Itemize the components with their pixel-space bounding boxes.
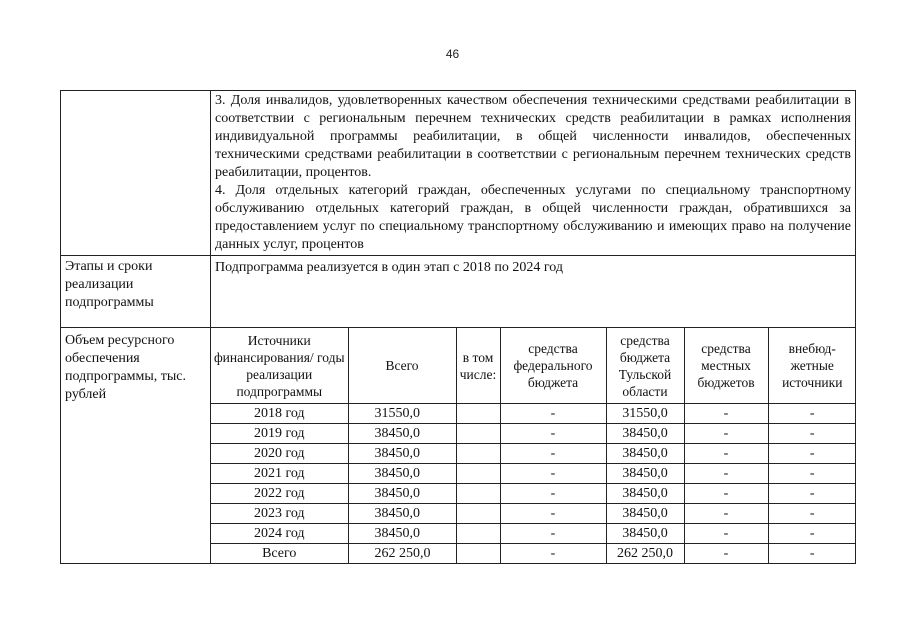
resources-row — [61, 328, 856, 564]
cell-local: - — [684, 444, 768, 464]
cell-total: 262 250,0 — [348, 544, 456, 564]
header-total: Всего — [348, 328, 456, 404]
header-offbudget: внебюд-жетные источники — [768, 328, 856, 404]
cell-federal: - — [500, 444, 606, 464]
cell-including — [456, 484, 500, 504]
cell-including — [456, 544, 500, 564]
cell-offbudget: - — [768, 524, 856, 544]
cell-offbudget: - — [768, 404, 856, 424]
cell-year: 2021 год — [211, 464, 348, 484]
cell-regional: 38450,0 — [606, 424, 684, 444]
cell-year: 2019 год — [211, 424, 348, 444]
cell-regional: 38450,0 — [606, 504, 684, 524]
cell-federal: - — [500, 504, 606, 524]
cell-total: 38450,0 — [348, 464, 456, 484]
indicators-text — [211, 91, 856, 256]
indicator-paragraph-4: 4. Доля отдельных категорий граждан, обеспеченных услугами по специальному транспортному обслуживанию отдельных категорий граждан, в общей численности граждан, обратившихся за предоставлением услуг по специальному транспортному обслуживанию и имеющих право на получение данных услуг, процентов — [215, 183, 851, 252]
cell-total: 38450,0 — [348, 484, 456, 504]
cell-local: - — [684, 484, 768, 504]
cell-regional: 38450,0 — [606, 464, 684, 484]
header-including: в том числе: — [456, 328, 500, 404]
finance-header-row — [211, 328, 856, 404]
cell-year: 2018 год — [211, 404, 348, 424]
cell-federal: - — [500, 544, 606, 564]
cell-including — [456, 504, 500, 524]
finance-row — [211, 424, 856, 444]
cell-regional: 38450,0 — [606, 484, 684, 504]
cell-total: 38450,0 — [348, 524, 456, 544]
finance-row — [211, 504, 856, 524]
finance-row — [211, 484, 856, 504]
cell-including — [456, 464, 500, 484]
cell-local: - — [684, 544, 768, 564]
header-local: средства местных бюджетов — [684, 328, 768, 404]
cell-local: - — [684, 464, 768, 484]
cell-total: 31550,0 — [348, 404, 456, 424]
stages-text: Подпрограмма реализуется в один этап с 2018 по 2024 год — [211, 256, 856, 328]
cell-total: 38450,0 — [348, 444, 456, 464]
finance-table — [211, 328, 856, 563]
cell-federal: - — [500, 404, 606, 424]
stages-row — [61, 256, 856, 328]
passport-table — [60, 90, 856, 564]
finance-row — [211, 524, 856, 544]
cell-year: 2022 год — [211, 484, 348, 504]
cell-including — [456, 444, 500, 464]
cell-federal: - — [500, 464, 606, 484]
cell-total: 38450,0 — [348, 424, 456, 444]
cell-local: - — [684, 524, 768, 544]
cell-offbudget: - — [768, 444, 856, 464]
indicator-paragraph-3: 3. Доля инвалидов, удовлетворенных качеством обеспечения техническими средствами реабилитации в соответствии с региональным перечнем технических средств реабилитации в рамках исполнения индивидуальной программы реабилитации, в общей численности инвалидов, обеспеченных техническими средствами реабилитации в соответствии с региональным перечнем технических средств реабилитации, процентов. — [215, 93, 851, 180]
indicators-label — [61, 91, 211, 256]
cell-including — [456, 424, 500, 444]
finance-total-row — [211, 544, 856, 564]
cell-offbudget: - — [768, 484, 856, 504]
cell-including — [456, 524, 500, 544]
cell-offbudget: - — [768, 504, 856, 524]
cell-year: 2024 год — [211, 524, 348, 544]
cell-federal: - — [500, 484, 606, 504]
cell-total: 38450,0 — [348, 504, 456, 524]
resources-content — [211, 328, 856, 564]
cell-year: 2020 год — [211, 444, 348, 464]
cell-regional: 262 250,0 — [606, 544, 684, 564]
cell-year: 2023 год — [211, 504, 348, 524]
cell-year: Всего — [211, 544, 348, 564]
cell-federal: - — [500, 524, 606, 544]
cell-federal: - — [500, 424, 606, 444]
cell-regional: 38450,0 — [606, 524, 684, 544]
indicators-row — [61, 91, 856, 256]
cell-offbudget: - — [768, 464, 856, 484]
finance-row — [211, 464, 856, 484]
cell-local: - — [684, 424, 768, 444]
header-regional: средства бюджета Тульской области — [606, 328, 684, 404]
cell-including — [456, 404, 500, 424]
cell-offbudget: - — [768, 424, 856, 444]
header-federal: средства федерального бюджета — [500, 328, 606, 404]
finance-row — [211, 404, 856, 424]
finance-row — [211, 444, 856, 464]
header-source: Источники финансирования/ годы реализации подпрограммы — [211, 328, 348, 404]
cell-offbudget: - — [768, 544, 856, 564]
cell-regional: 31550,0 — [606, 404, 684, 424]
page-number: 46 — [445, 47, 460, 61]
cell-regional: 38450,0 — [606, 444, 684, 464]
resources-label: Объем ресурсного обеспечения подпрограммы, тыс. рублей — [61, 328, 211, 564]
cell-local: - — [684, 504, 768, 524]
stages-label: Этапы и сроки реализации подпрограммы — [61, 256, 211, 328]
cell-local: - — [684, 404, 768, 424]
